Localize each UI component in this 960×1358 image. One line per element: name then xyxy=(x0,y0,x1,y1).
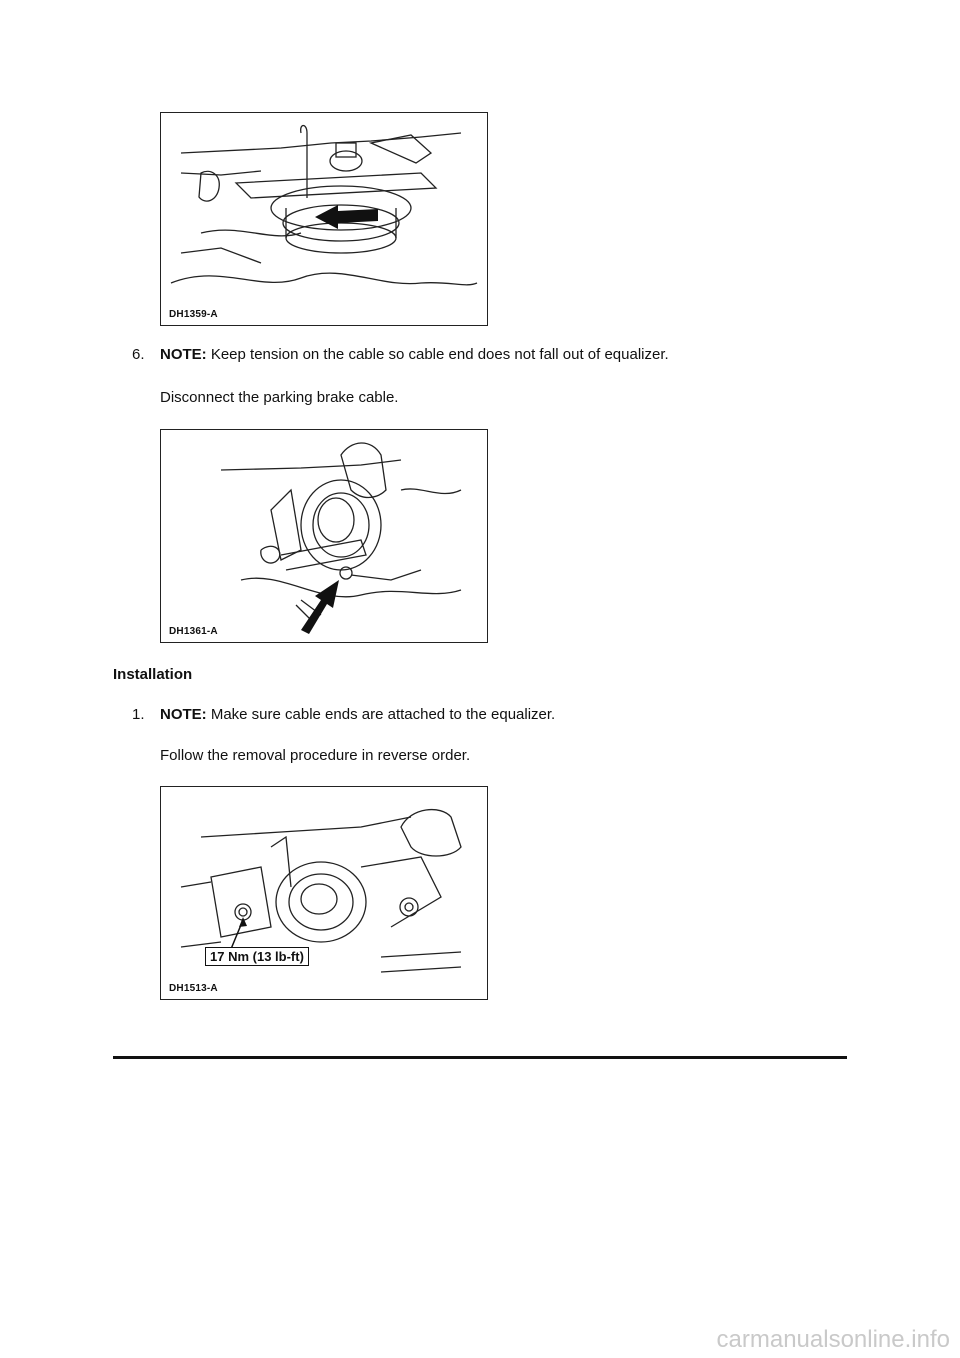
watermark: carmanualsonline.info xyxy=(716,1326,950,1353)
section-heading-installation: Installation xyxy=(113,666,193,683)
note-text: Keep tension on the cable so cable end does not fall out of equalizer. xyxy=(206,346,669,363)
section-divider xyxy=(113,1056,847,1059)
equalizer-mount-illustration xyxy=(161,787,487,999)
arrow-icon xyxy=(239,917,247,927)
note-text: Make sure cable ends are attached to the equalizer. xyxy=(206,706,556,723)
figure-label: DH1513-A xyxy=(169,983,218,994)
figure-dh1513 xyxy=(160,786,488,1000)
cable-illustration xyxy=(161,430,487,642)
step-6-note xyxy=(132,346,669,364)
step-number: 6. xyxy=(132,346,145,363)
step-number: 1. xyxy=(132,706,145,723)
figure-dh1359 xyxy=(160,112,488,326)
step-1-note xyxy=(132,706,555,724)
figure-label: DH1361-A xyxy=(169,626,218,637)
figure-label: DH1359-A xyxy=(169,309,218,320)
note-keyword: NOTE: xyxy=(160,346,207,363)
equalizer-illustration xyxy=(161,113,487,325)
step-6-instruction: Disconnect the parking brake cable. xyxy=(160,389,399,406)
note-keyword: NOTE: xyxy=(160,706,207,723)
step-1-instruction: Follow the removal procedure in reverse order. xyxy=(160,747,471,764)
torque-callout: 17 Nm (13 lb-ft) xyxy=(205,947,309,966)
figure-dh1361 xyxy=(160,429,488,643)
arrow-icon xyxy=(301,580,339,634)
